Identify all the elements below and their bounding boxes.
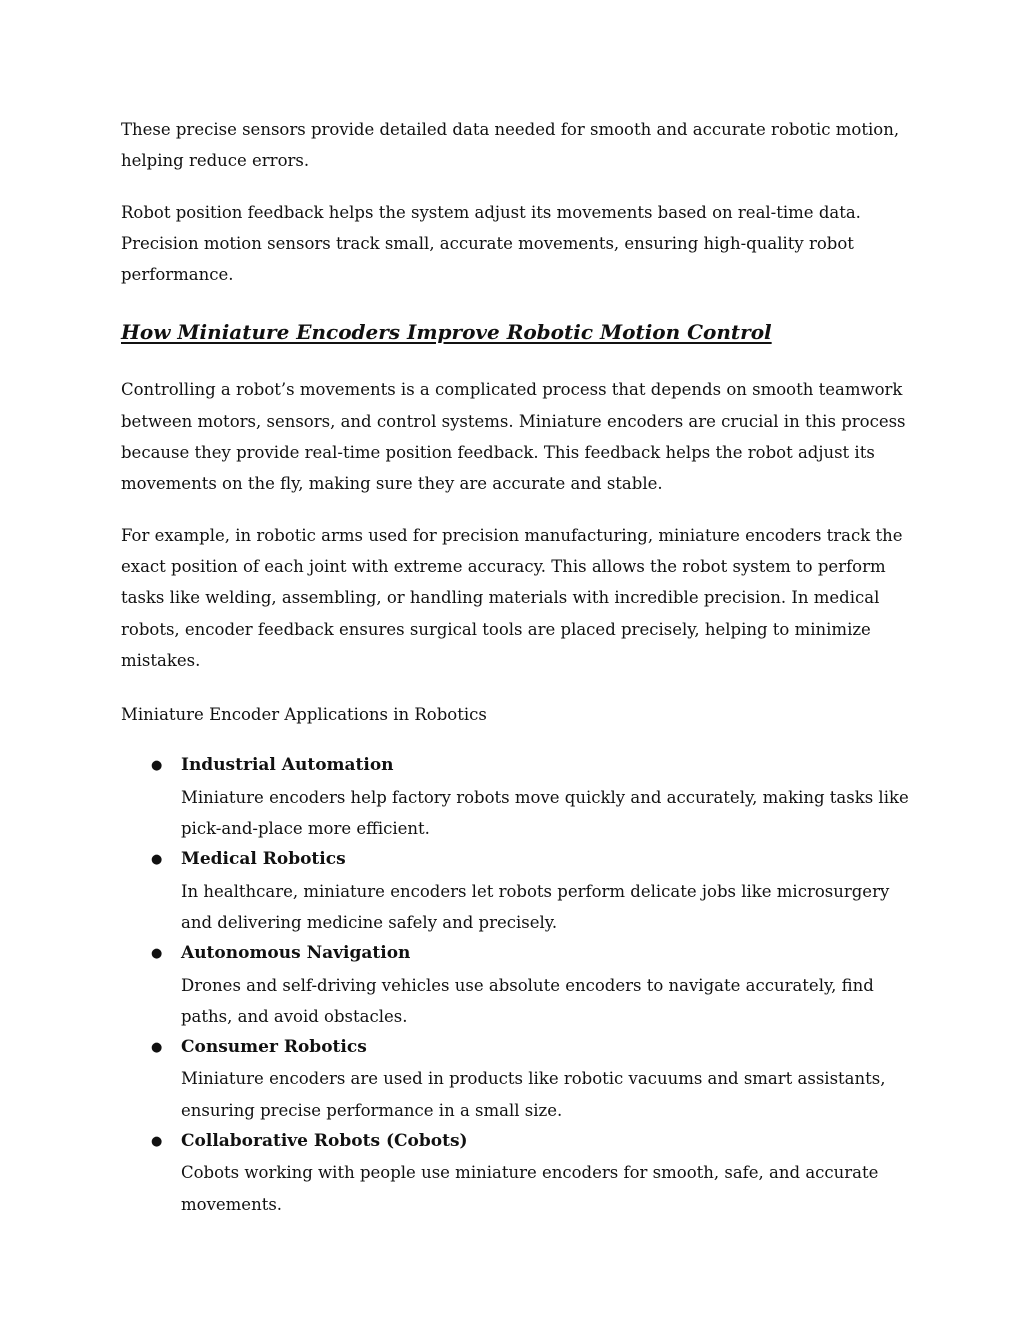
intro-paragraph-2: Robot position feedback helps the system adjust its movements based on real-time data. Precision motion sensors track small, accurate movements, ensuring high-quality robot performance. [121, 202, 861, 285]
list-item-title: Autonomous Navigation [181, 943, 411, 964]
list-item [121, 750, 911, 844]
list-item [121, 1126, 911, 1220]
list-item [121, 844, 911, 938]
bullet-icon: ● [151, 758, 163, 774]
list-item-title: Collaborative Robots (Cobots) [181, 1131, 468, 1152]
list-item [121, 938, 911, 1032]
bullet-icon: ● [151, 852, 163, 868]
list-item-description: Cobots working with people use miniature encoders for smooth, safe, and accurate movements. [181, 1163, 879, 1214]
document-page [121, 114, 911, 1220]
applications-list [121, 750, 911, 1219]
section-paragraph-1: Controlling a robot’s movements is a complicated process that depends on smooth teamwork between motors, sensors, and control systems. Miniature encoders are crucial in this process because they provide real-time position feedback. This feedback helps the robot adjust its movements on the fly, making sure they are accurate and stable. [121, 380, 906, 494]
intro-paragraph-1: These precise sensors provide detailed data needed for smooth and accurate robotic motion, helping reduce errors. [121, 120, 900, 171]
applications-list-intro: Miniature Encoder Applications in Robotics [121, 705, 487, 725]
bullet-icon: ● [151, 1134, 163, 1150]
bullet-icon: ● [151, 1040, 163, 1056]
list-item-title: Medical Robotics [181, 849, 346, 870]
list-item-description: Drones and self-driving vehicles use absolute encoders to navigate accurately, find paths, and avoid obstacles. [181, 975, 874, 1026]
list-item-title: Industrial Automation [181, 755, 394, 776]
list-item-description: In healthcare, miniature encoders let robots perform delicate jobs like microsurgery and delivering medicine safely and precisely. [181, 881, 890, 932]
list-item-description: Miniature encoders help factory robots move quickly and accurately, making tasks like pick-and-place more efficient. [181, 787, 909, 839]
list-item-description: Miniature encoders are used in products like robotic vacuums and smart assistants, ensuring precise performance in a small size. [181, 1069, 886, 1120]
bullet-icon: ● [151, 946, 163, 962]
section-heading: How Miniature Encoders Improve Robotic Motion Control [121, 320, 772, 345]
list-item-title: Consumer Robotics [181, 1037, 367, 1058]
list-item [121, 1032, 911, 1126]
section-paragraph-2: For example, in robotic arms used for precision manufacturing, miniature encoders track the exact position of each joint with extreme accuracy. This allows the robot system to perform tasks like welding, assembling, or handling materials with incredible precision. In medical robots, encoder feedback ensures surgical tools are placed precisely, helping to minimize mistakes. [121, 525, 903, 670]
